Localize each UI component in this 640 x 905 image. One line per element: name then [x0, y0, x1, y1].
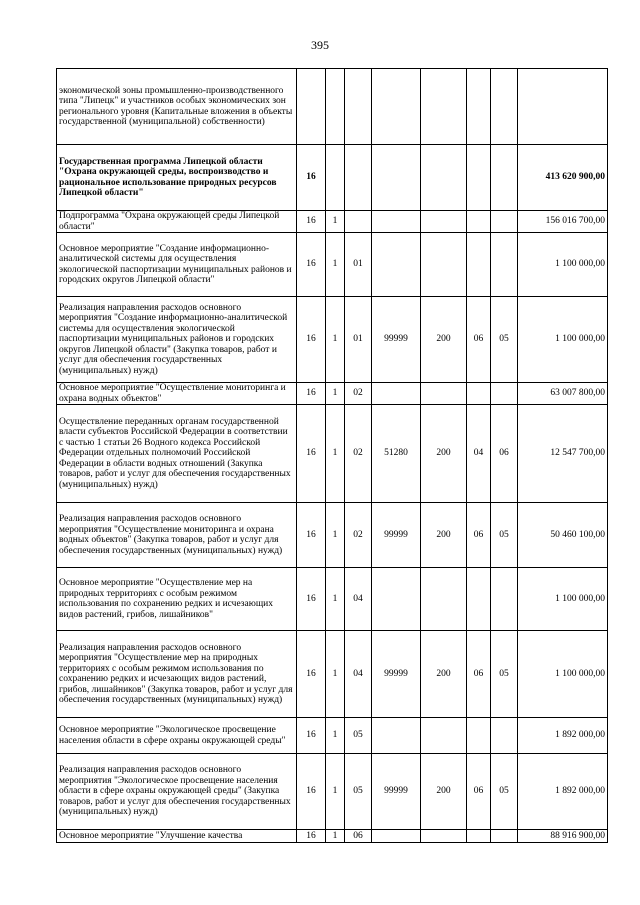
row-code-direction-cell: 99999	[372, 297, 421, 383]
row-amount-cell: 156 016 700,00	[518, 211, 608, 233]
row-code-expense-type-cell	[421, 718, 467, 754]
row-code-expense-type-cell	[421, 211, 467, 233]
row-code-direction-cell	[372, 211, 421, 233]
row-amount-cell: 1 100 000,00	[518, 568, 608, 631]
row-name-cell: Реализация направления расходов основного мероприятия "Осуществление мер на природных территориях с особым режимом использования по сохранению редких и исчезающих видов растений, грибов, лишайников" (Закупка товаров, работ и услуг для обеспечения государственных (муниципальных) нужд)	[57, 631, 297, 718]
row-amount-cell: 63 007 800,00	[518, 383, 608, 405]
row-code-om-cell	[345, 69, 372, 145]
row-code-gp-cell: 16	[297, 233, 326, 297]
row-code-section-cell: 06	[467, 754, 491, 830]
row-code-pp-cell	[326, 69, 345, 145]
row-amount-cell: 1 100 000,00	[518, 297, 608, 383]
row-code-gp-cell: 16	[297, 145, 326, 211]
row-code-section-cell	[467, 383, 491, 405]
row-code-pp-cell: 1	[326, 211, 345, 233]
row-code-gp-cell: 16	[297, 297, 326, 383]
row-name-cell: Основное мероприятие "Улучшение качества	[57, 830, 297, 843]
row-code-gp-cell: 16	[297, 383, 326, 405]
table-row	[57, 718, 608, 754]
table-row	[57, 69, 608, 145]
budget-table	[56, 68, 608, 843]
row-code-subsection-cell	[491, 568, 518, 631]
row-code-expense-type-cell	[421, 145, 467, 211]
row-code-subsection-cell	[491, 211, 518, 233]
row-amount-cell: 1 100 000,00	[518, 631, 608, 718]
row-code-om-cell: 04	[345, 631, 372, 718]
row-code-om-cell: 01	[345, 233, 372, 297]
row-code-expense-type-cell	[421, 69, 467, 145]
row-code-direction-cell	[372, 69, 421, 145]
row-code-subsection-cell	[491, 383, 518, 405]
row-amount-cell: 88 916 900,00	[518, 830, 608, 843]
row-code-gp-cell: 16	[297, 211, 326, 233]
row-code-pp-cell: 1	[326, 383, 345, 405]
row-code-expense-type-cell: 200	[421, 754, 467, 830]
row-amount-cell	[518, 69, 608, 145]
row-code-gp-cell: 16	[297, 568, 326, 631]
row-code-direction-cell: 99999	[372, 503, 421, 568]
row-code-direction-cell	[372, 568, 421, 631]
row-code-gp-cell: 16	[297, 405, 326, 503]
row-code-om-cell	[345, 145, 372, 211]
table-row	[57, 145, 608, 211]
table-row	[57, 503, 608, 568]
row-code-om-cell: 02	[345, 383, 372, 405]
row-name-cell: Основное мероприятие "Создание информационно-аналитической системы для осуществления экологической паспортизации муниципальных районов и городских округов Липецкой области"	[57, 233, 297, 297]
row-amount-cell: 12 547 700,00	[518, 405, 608, 503]
row-amount-cell: 50 460 100,00	[518, 503, 608, 568]
row-name-cell: Подпрограмма "Охрана окружающей среды Липецкой области"	[57, 211, 297, 233]
row-code-subsection-cell	[491, 145, 518, 211]
row-code-subsection-cell: 05	[491, 754, 518, 830]
row-code-section-cell	[467, 718, 491, 754]
row-code-expense-type-cell: 200	[421, 503, 467, 568]
row-code-gp-cell: 16	[297, 718, 326, 754]
row-name-cell: Реализация направления расходов основного мероприятия "Создание информационно-аналитической системы для осуществления экологической паспортизации муниципальных районов и городских округов Липецкой области" (Закупка товаров, работ и услуг для обеспечения государственных (муниципальных) нужд)	[57, 297, 297, 383]
row-code-om-cell	[345, 211, 372, 233]
row-code-direction-cell: 99999	[372, 754, 421, 830]
row-code-section-cell	[467, 233, 491, 297]
row-name-cell: Осуществление переданных органам государственной власти субъектов Российской Федерации в соответствии с частью 1 статьи 26 Водного кодекса Российской Федерации отдельных полномочий Российской Федерации в области водных отношений (Закупка товаров, работ и услуг для обеспечения государственных (муниципальных) нужд)	[57, 405, 297, 503]
row-name-cell: Основное мероприятие "Экологическое просвещение населения области в сфере охраны окружающей среды"	[57, 718, 297, 754]
row-code-om-cell: 02	[345, 503, 372, 568]
row-code-direction-cell: 99999	[372, 631, 421, 718]
row-code-om-cell: 06	[345, 830, 372, 843]
table-row	[57, 830, 608, 843]
row-code-subsection-cell: 05	[491, 503, 518, 568]
row-code-section-cell	[467, 568, 491, 631]
table-row	[57, 568, 608, 631]
row-amount-cell: 1 892 000,00	[518, 718, 608, 754]
table-row	[57, 383, 608, 405]
row-code-subsection-cell	[491, 69, 518, 145]
row-code-om-cell: 01	[345, 297, 372, 383]
table-row	[57, 233, 608, 297]
row-code-om-cell: 02	[345, 405, 372, 503]
row-code-section-cell	[467, 830, 491, 843]
row-code-expense-type-cell	[421, 568, 467, 631]
row-code-subsection-cell	[491, 718, 518, 754]
row-code-expense-type-cell	[421, 383, 467, 405]
row-code-gp-cell: 16	[297, 503, 326, 568]
row-code-pp-cell: 1	[326, 830, 345, 843]
row-code-direction-cell: 51280	[372, 405, 421, 503]
row-code-pp-cell: 1	[326, 297, 345, 383]
row-code-pp-cell: 1	[326, 568, 345, 631]
row-code-expense-type-cell: 200	[421, 297, 467, 383]
row-code-pp-cell: 1	[326, 405, 345, 503]
row-code-pp-cell: 1	[326, 503, 345, 568]
row-code-gp-cell	[297, 69, 326, 145]
row-code-section-cell: 06	[467, 503, 491, 568]
row-name-cell: Реализация направления расходов основного мероприятия "Экологическое просвещение населения области в сфере охраны окружающей среды" (Закупка товаров, работ и услуг для обеспечения государственных (муниципальных) нужд)	[57, 754, 297, 830]
row-code-direction-cell	[372, 383, 421, 405]
row-code-section-cell	[467, 145, 491, 211]
page-number: 395	[311, 38, 329, 52]
row-name-cell: Реализация направления расходов основного мероприятия "Осуществление мониторинга и охрана водных объектов" (Закупка товаров, работ и услуг для обеспечения государственных (муниципальных) нужд)	[57, 503, 297, 568]
row-code-pp-cell	[326, 145, 345, 211]
table-row	[57, 405, 608, 503]
row-name-cell: экономической зоны промышленно-производственного типа "Липецк" и участников особых экономических зон регионального уровня (Капитальные вложения в объекты государственной (муниципальной) собственности)	[57, 69, 297, 145]
row-code-direction-cell	[372, 718, 421, 754]
row-code-direction-cell	[372, 145, 421, 211]
row-code-pp-cell: 1	[326, 233, 345, 297]
row-code-section-cell: 06	[467, 631, 491, 718]
row-code-expense-type-cell	[421, 830, 467, 843]
row-code-section-cell	[467, 69, 491, 145]
row-code-subsection-cell: 05	[491, 631, 518, 718]
table-row	[57, 631, 608, 718]
row-code-subsection-cell: 06	[491, 405, 518, 503]
row-amount-cell: 1 892 000,00	[518, 754, 608, 830]
row-code-section-cell: 04	[467, 405, 491, 503]
row-name-cell: Основное мероприятие "Осуществление мониторинга и охрана водных объектов"	[57, 383, 297, 405]
row-amount-cell: 413 620 900,00	[518, 145, 608, 211]
table-row	[57, 211, 608, 233]
row-name-cell: Государственная программа Липецкой области "Охрана окружающей среды, воспроизводство и рациональное использование природных ресурсов Липецкой области"	[57, 145, 297, 211]
row-code-om-cell: 04	[345, 568, 372, 631]
row-code-expense-type-cell: 200	[421, 631, 467, 718]
row-code-gp-cell: 16	[297, 754, 326, 830]
row-code-direction-cell	[372, 830, 421, 843]
row-code-expense-type-cell: 200	[421, 405, 467, 503]
row-code-section-cell: 06	[467, 297, 491, 383]
row-code-pp-cell: 1	[326, 631, 345, 718]
row-code-om-cell: 05	[345, 718, 372, 754]
table-row	[57, 754, 608, 830]
row-name-cell: Основное мероприятие "Осуществление мер на природных территориях с особым режимом использования по сохранению редких и исчезающих видов растений, грибов, лишайников"	[57, 568, 297, 631]
row-code-subsection-cell	[491, 830, 518, 843]
row-code-pp-cell: 1	[326, 754, 345, 830]
row-code-om-cell: 05	[345, 754, 372, 830]
row-code-pp-cell: 1	[326, 718, 345, 754]
row-code-subsection-cell	[491, 233, 518, 297]
row-code-direction-cell	[372, 233, 421, 297]
row-code-expense-type-cell	[421, 233, 467, 297]
table-row	[57, 297, 608, 383]
row-code-gp-cell: 16	[297, 631, 326, 718]
row-code-section-cell	[467, 211, 491, 233]
row-amount-cell: 1 100 000,00	[518, 233, 608, 297]
row-code-gp-cell: 16	[297, 830, 326, 843]
table-body	[57, 69, 608, 843]
row-code-subsection-cell: 05	[491, 297, 518, 383]
